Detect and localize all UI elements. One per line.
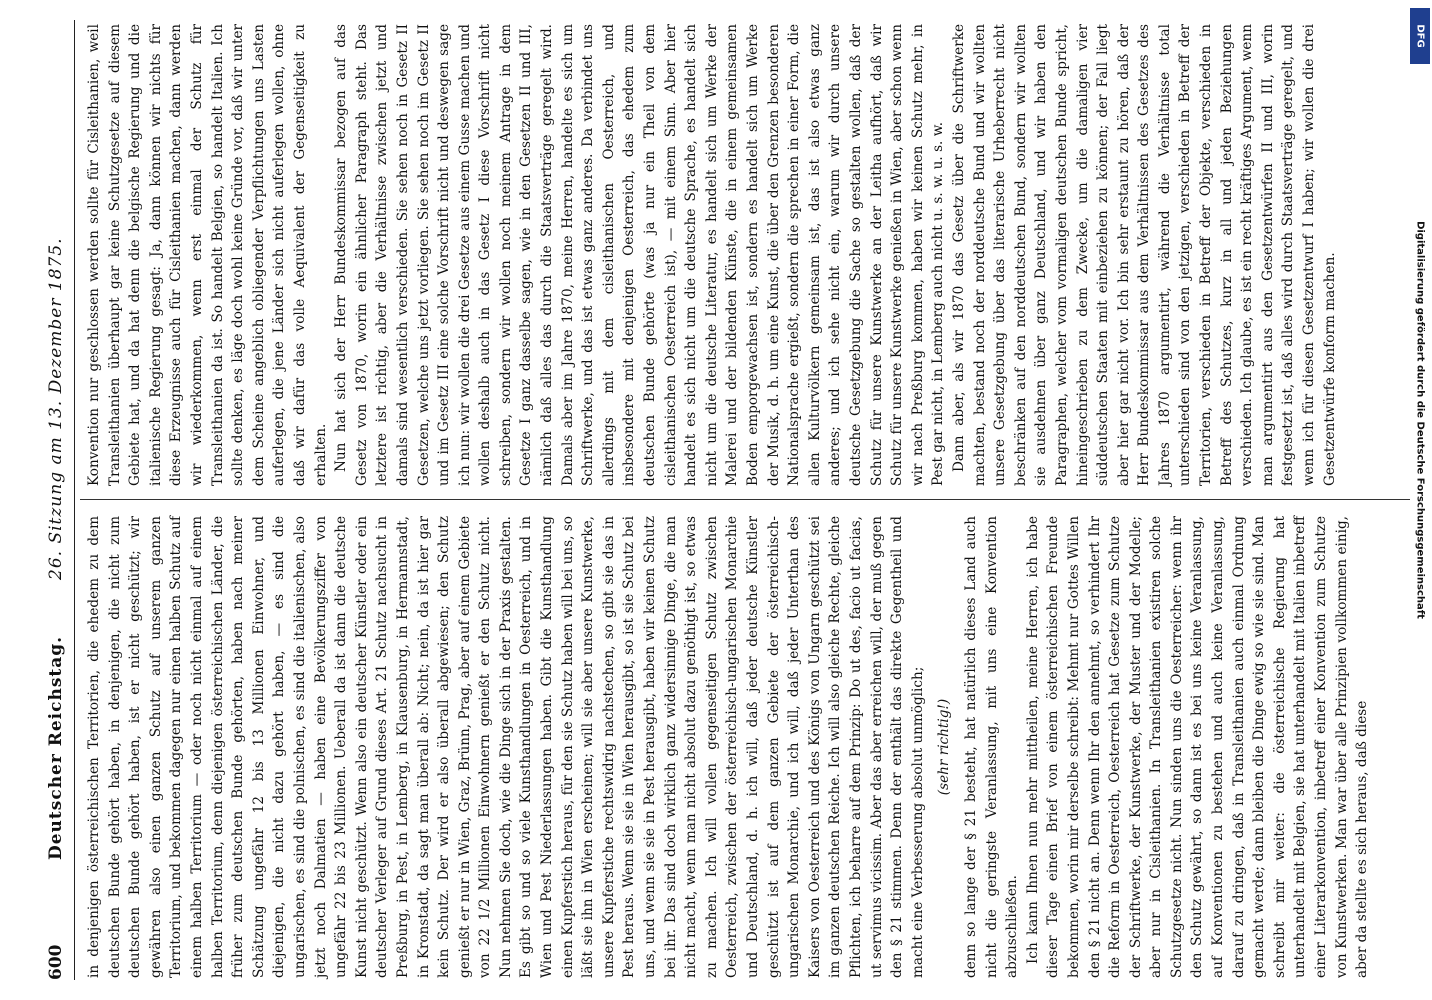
page-header bbox=[40, 20, 75, 980]
dfg-logo-text: DFG bbox=[1414, 24, 1426, 48]
column-divider bbox=[80, 499, 1410, 500]
left-column bbox=[84, 516, 1373, 978]
publication-title: Deutscher Reichstag. bbox=[46, 635, 66, 860]
paragraph: Nun hat sich der Herr Bundeskommissar bezogen auf das Gesetz von 1870, worin ein ähnlicher Paragraph steht. Das letztere ist richtig, aber die Verhältnisse zwischen jetzt und damals sind wesentlich verschieden. Sie sehen noch in Gesetz II Gesetzen, welche uns jetzt vorliegen. Sie sehen noch im Gesetz II und im Gesetz III eine solche Vorschrift nicht und deswegen sage ich nun: wir wollen die drei Gesetze aus einem Gusse machen und wollen deshalb auch in das Gesetz I diese Vorschrift nicht schreiben, sondern wir wollen noch meinem Antrage in dem Gesetze I ganz dasselbe sagen, wie in den Gesetzen II und III, nämlich daß alles das durch die Staatsverträge geregelt wird. Damals aber im Jahre 1870, meine Herren, handelte es sich um Schriftwerke, und das ist etwas ganz anderes. Da verbindet uns allerdings mit dem cisleithanischen Oesterreich, und insbesondere mit denjenigen Oesterreich, das ehedem zum deutschen Bunde gehörte (was ja nur ein Theil von dem cisleithanischen Oesterreich ist), — mit einem Sinn. Aber hier handelt es sich nicht um die deutsche Sprache, es handelt sich nicht um die deutsche Literatur, es handelt sich um Werke der Malerei und der bildenden Künste, die in einem gemeinsamen Boden emporgewachsen ist, sondern es handelt sich um Werke der Musik, d. h. um eine Kunst, die über den Grenzen besonderen Nationalsprache ergießt, sondern die sprechen in einer Form, die allen Kulturvölkern gemeinsam ist, das ist also etwas ganz anderes; und ich sehe nicht ein, warum wir durch unsere deutsche Gesetzgebung die Sache so gestalten wollen, daß der Schutz für unsere Kunstwerke an der Leitha aufhört, daß wir Schutz für unsere Kunstwerke genießen in Wien, aber schon wenn wir nach Preßburg kommen, haben wir keinen Schutz mehr, in Pest gar nicht, in Lemberg auch nicht u. s. w. u. s. w. bbox=[333, 24, 947, 486]
interjection: (sehr richtig!) bbox=[936, 698, 953, 796]
paragraph: denn so lange der § 21 besteht, hat natürlich dieses Land auch nicht die geringste Veranlassung, mit uns eine Konvention abzuschließen. bbox=[962, 516, 1021, 978]
digitization-sidebar bbox=[1408, 0, 1432, 1000]
paragraph: Konvention nur geschlossen werden sollte für Cisleithanien, weil Transleithanien überhaupt gar keine Schutzgesetze auf diesem Gebiete hat, und da hat denn die belgische Regierung und die italienische Regierung gesagt: Ja, dann können wir nichts für diese Erzeugnisse auch für Cisleithanien machen, dann werden wir wiederkommen, wenn erst einmal der Schutz für Transleithanien da ist. So handelt Belgien, so handelt Italien. Ich sollte denken, es läge doch wohl keine Gründe vor, daß wir unter dem Scheine angeblich obliegender Verpflichtungen uns Lasten auferlegen, die jene Länder sich nicht auferlegen wollen, ohne daß wir dafür das volle Aequivalent der Gegenseitigkeit zu erhalten. bbox=[86, 24, 329, 486]
session-title: 26. Sitzung am 13. Dezember 1875. bbox=[46, 237, 66, 580]
page-number: 600 bbox=[46, 944, 66, 980]
paragraph: Dann aber, als wir 1870 das Gesetz über die Schriftwerke machten, bestand noch der norddeutsche Bund und wir wollten unsere Gesetzgebung über das literarische Urheberrecht nicht beschränken auf den norddeutschen Bund, sondern wir wollten sie ausdehnen über ganz Deutschland, und wir haben den Paragraphen, welcher vom vormaligen deutschen Bunde spricht, hineingeschrieben zu dem Zwecke, um die damaligen vier süddeutschen Staaten mit einbeziehen zu können; der Fall liegt aber hier gar nicht vor. Ich bin sehr erstaunt zu hören, daß der Herr Bundeskommissar aus dem Verhältnissen des Gesetzes des Jahres 1870 argumentirt, während die Verhältnisse total unterschieden sind von den jetzigen, verschieden in Betreff der Territorien, verschieden in Betreff der Objekte, verschieden in Betreff des Schutzes, kurz in all und jeden Beziehungen verschieden. Ich glaube, es ist ein recht kräftiges Argument, wenn man argumentirt aus den Gesetzentwürfen II und III, worin festgesetzt ist, daß alles wird durch Staatsverträge geregelt, und wenn ich für diesen Gesetzentwurf I haben; wir wollen die drei Gesetzentwürfe konform machen. bbox=[950, 24, 1338, 486]
paragraph: in denjenigen österreichischen Territorien, die ehedem zu dem deutschen Bunde gehört haben, in denjenigen, die nicht zum deutschen Bunde gehört haben, ist er nicht geschützt; wir gewähren also einen ganzen Schutz auf unserem ganzen Territorium, und bekommen dagegen nur einen halben Schutz auf einem halben Territorium — oder noch nicht einmal auf einem halben Territorium, denn diejenigen österreichischen Länder, die früher zum deutschen Bunde gehörten, haben nach meiner Schätzung ungefähr 12 bis 13 Millionen Einwohner, und diejenigen, die nicht dazu gehört haben, — es sind die ungarischen, es sind die polnischen, es sind die italienischen, also jetzt noch Dalmatien — haben eine Bevölkerungsziffer von ungefähr 22 bis 23 Millionen. Ueberall da ist dann die deutsche Kunst nicht geschützt. Wenn also ein deutscher Künstler oder ein deutscher Verleger auf Grund dieses Art. 21 Schutz nachsucht in Preßburg, in Pest, in Lemberg, in Klausenburg, in Hermannstadt, in Kronstadt, da sagt man überall ab: Nicht; nein, da ist hier gar kein Schutz. Der wird er also überall abgewiesen; den Schutz genießt er nur in Wien, Graz, Brünn, Prag, aber auf einem Gebiete von 22 1/2 Millionen Einwohnern genießt er den Schutz nicht. Nun nehmen Sie doch, wie die Dinge sich in der Praxis gestalten. Es gibt so und so viele Kunsthandlungen in Oesterreich, und in Wien und Pest Niederlassungen haben. Gibt die Kunsthandlung einen Kupferstich heraus, für den sie Schutz haben will bei uns, so läßt sie ihn in Wien erscheinen; will sie aber unsere Kunstwerke, unsere Kupferstiche rechtswidrig nachstechen, so gibt sie das in Pest heraus. Wenn sie sie in Wien herausgibt, so ist sie Schutz bei uns, und wenn sie sie in Pest herausgibt, haben wir keinen Schutz bei ihr. Das sind doch wirklich ganz widersinnige Dinge, die man nicht macht, wenn man nicht absolut dazu genöthigt ist, so etwas zu machen. Ich will vollen gegenseitigen Schutz zwischen Oesterreich, zwischen der österreichisch-ungarischen Monarchie und Deutschland, d. h. ich will, daß jeder deutsche Künstler geschützt ist auf dem ganzen Gebiete der österreichisch-ungarischen Monarchie, und ich will, daß jeder Unterthan des Kaisers von Oesterreich und des Königs von Ungarn geschützt sei im ganzen deutschen Reiche. Ich will also gleiche Rechte, gleiche Pflichten, ich beharre auf dem Prinzip: Do ut des, facio ut facias, ut servimus vicissim. Aber das aber erreichen will, der muß gegen den § 21 stimmen. Denn der enthält das direkte Gegentheil und macht eine Verbesserung absolut unmöglich; bbox=[86, 516, 926, 978]
digitization-credit: Digitalisierung gefördert durch die Deutsche Forschungsgemeinschaft bbox=[1414, 221, 1426, 619]
dfg-logo bbox=[1410, 8, 1430, 64]
rotated-page-content bbox=[40, 20, 1420, 980]
right-column bbox=[84, 24, 1340, 486]
paragraph: Ich kann Ihnen nun mehr mittheilen, meine Herren, ich habe dieser Tage einen Brief von einem österreichischen Freunde bekommen, worin mir derselbe schreibt: Mehmt nur Gottes Willen den § 21 nicht an. Denn wenn Ihr den annehmt, so verhindert Ihr die Reform in Oesterreich, Oesterreich hat Gesetze zum Schutze der Schriftwerke, der Kunstwerke, der Muster und der Modelle; aber nur in Cisleithanien. In Transleithanien existiren solche Schutzgesetze nicht. Nun sinden uns die Oesterreicher: wenn ihr den Schutz gewährt, so dann ist es bei uns keine Veranlassung, auf Konventionen zu bestehen und auch keine Veranlassung, darauf zu dringen, daß in Transleithanien auch einmal Ordnung gemacht werde; dann bleiben die Dinge ewig so wie sie sind. Man schreibt mir weiter: die österreichische Regierung hat unterhandelt mit Belgien, sie hat unterhandelt mit Italien inbetreff einer Literarkonvention, inbetreff einer Konvention zum Schutze von Kunstwerken. Man war über alle Prinzipien vollkommen einig, aber da stellte es sich heraus, daß diese bbox=[1024, 516, 1371, 978]
